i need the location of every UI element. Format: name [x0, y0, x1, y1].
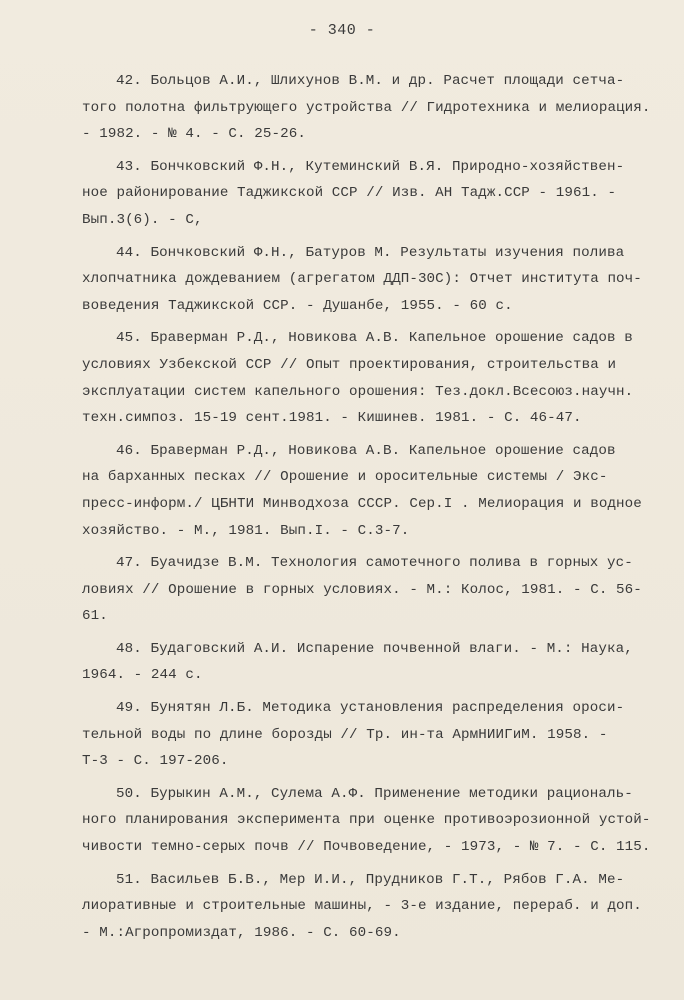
reference-line: 43. Бончковский Ф.Н., Кутеминский В.Я. Природно-хозяйствен-	[116, 158, 625, 175]
reference-entry	[82, 550, 642, 630]
reference-entry	[82, 781, 651, 861]
reference-line: 47. Буачидзе В.М. Технология самотечного полива в горных ус-	[116, 555, 633, 572]
reference-entry	[82, 438, 642, 544]
reference-line: условиях Узбекской ССР // Опыт проектирования, строительства и	[82, 356, 617, 373]
reference-line: ловиях // Орошение в горных условиях. - М.: Колос, 1981. - С. 56-	[82, 581, 642, 598]
reference-line: 46. Браверман Р.Д., Новикова А.В. Капельное орошение садов	[116, 442, 616, 459]
reference-line: Т-3 - С. 197-206.	[82, 753, 229, 770]
reference-line: техн.симпоз. 15-19 сент.1981. - Кишинев. 1981. - С. 46-47.	[82, 410, 582, 427]
reference-line: - 1982. - № 4. - С. 25-26.	[82, 126, 306, 143]
reference-line: пресс-информ./ ЦБНТИ Минводхоза СССР. Сер.I . Мелиорация и водное	[82, 495, 642, 512]
reference-entry	[82, 68, 651, 148]
reference-entry	[82, 867, 642, 947]
reference-line: 50. Бурыкин А.М., Сулема А.Ф. Применение методики рациональ-	[116, 785, 633, 802]
reference-entry	[82, 695, 642, 775]
reference-line: эксплуатации систем капельного орошения: Тез.докл.Всесоюз.научн.	[82, 383, 634, 400]
reference-line: воведения Таджикской ССР. - Душанбе, 1955. - 60 с.	[82, 297, 513, 314]
reference-line: Вып.3(6). - С,	[82, 211, 203, 228]
reference-line: на барханных песках // Орошение и оросительные системы / Экс-	[82, 469, 608, 486]
reference-entry	[82, 240, 642, 320]
reference-line: чивости темно-серых почв // Почвоведение, - 1973, - № 7. - С. 115.	[82, 839, 651, 856]
reference-entry	[82, 325, 642, 431]
reference-line: лиоративные и строительные машины, - 3-е издание, перераб. и доп.	[82, 898, 642, 915]
reference-line: хозяйство. - М., 1981. Вып.I. - С.3-7.	[82, 522, 410, 539]
reference-line: 61.	[82, 608, 108, 625]
reference-line: хлопчатника дождеванием (агрегатом ДДП-30С): Отчет института поч-	[82, 271, 642, 288]
reference-line: ного планирования эксперимента при оценке противоэрозионной устой-	[82, 812, 651, 829]
reference-line: 51. Васильев Б.В., Мер И.И., Прудников Г.Т., Рябов Г.А. Ме-	[116, 871, 625, 888]
reference-line: 44. Бончковский Ф.Н., Батуров М. Результаты изучения полива	[116, 244, 625, 261]
reference-line: 1964. - 244 с.	[82, 667, 203, 684]
reference-entry	[82, 636, 642, 689]
reference-line: 42. Больцов А.И., Шлихунов В.М. и др. Расчет площади сетча-	[116, 73, 625, 89]
reference-line: 48. Будаговский А.И. Испарение почвенной влаги. - М.: Наука,	[116, 640, 633, 657]
reference-line: 45. Браверман Р.Д., Новикова А.В. Капельное орошение садов в	[116, 330, 633, 347]
reference-line: 49. Бунятян Л.Б. Методика установления распределения ороси-	[116, 700, 625, 717]
reference-entry	[82, 154, 642, 234]
reference-list	[82, 68, 651, 952]
reference-line: того полотна фильтрующего устройства // Гидротехника и мелиорация.	[82, 99, 651, 116]
page-number: - 340 -	[308, 22, 376, 39]
reference-line: тельной воды по длине борозды // Тр. ин-та АрмНИИГиМ. 1958. -	[82, 726, 608, 743]
reference-line: - М.:Агропромиздат, 1986. - С. 60-69.	[82, 924, 401, 941]
reference-line: ное районирование Таджикской ССР // Изв. АН Тадж.ССР - 1961. -	[82, 185, 617, 202]
